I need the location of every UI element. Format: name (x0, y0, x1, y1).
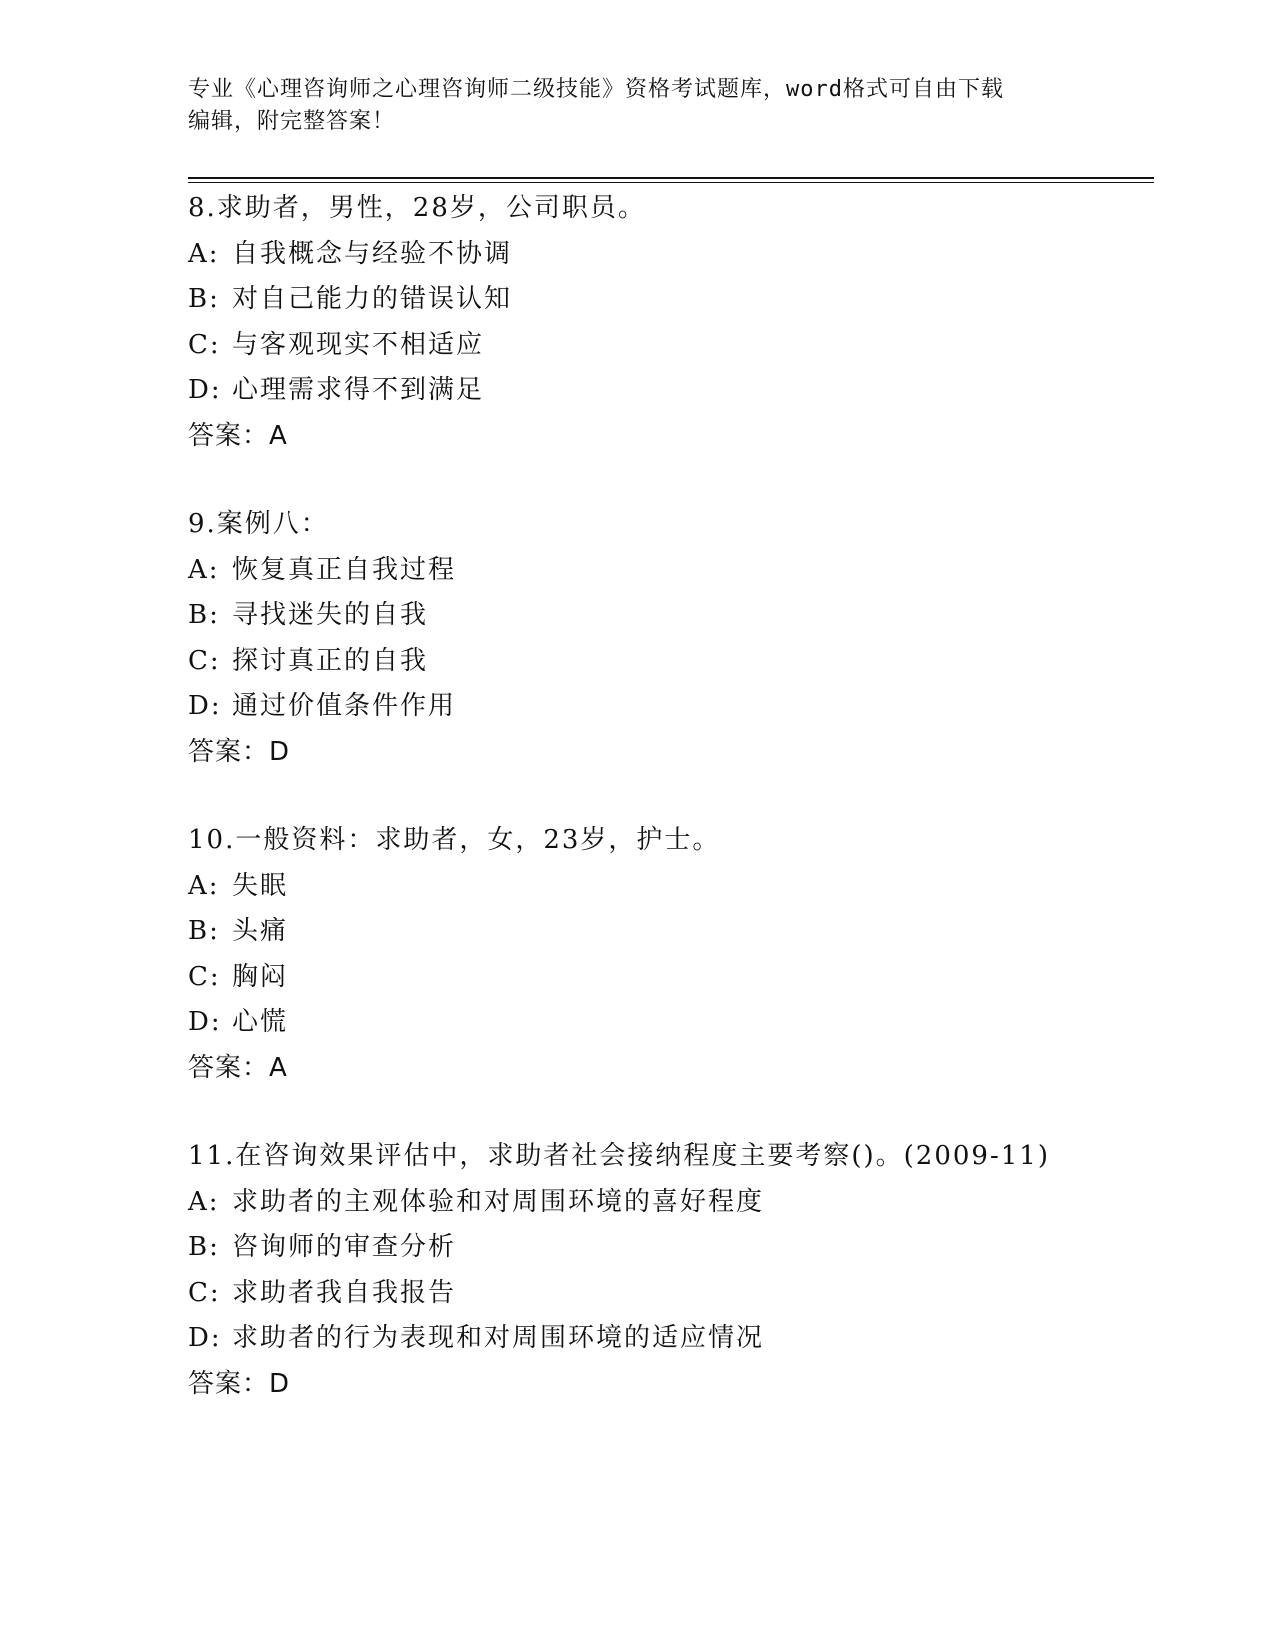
option-b (188, 909, 1148, 955)
header-line-1: 专业《心理咨询师之心理咨询师二级技能》资格考试题库，word格式可自由下载 (188, 77, 1004, 102)
answer-line: 答案：D (188, 736, 291, 767)
option-key: B: (188, 284, 220, 314)
question-9 (188, 502, 1148, 775)
option-text: 通过价值条件作用 (232, 691, 457, 721)
option-text: 探讨真正的自我 (232, 645, 429, 676)
option-key: A: (188, 238, 220, 269)
option-text: 心慌 (232, 1007, 289, 1037)
header-line-2: 编辑，附完整答案！ (188, 109, 396, 134)
option-a (188, 232, 1148, 278)
option-text: 自我概念与经验不协调 (232, 238, 513, 269)
option-key: A: (188, 870, 220, 901)
option-text: 求助者的行为表现和对周围环境的适应情况 (232, 1323, 765, 1353)
option-key: D: (188, 1323, 222, 1353)
option-c (188, 323, 1148, 369)
header-divider-top (188, 177, 1154, 179)
option-b (188, 593, 1148, 639)
option-c (188, 639, 1148, 685)
option-d (188, 684, 1148, 730)
question-title: 10.一般资料：求助者，女，23岁，护士。 (188, 825, 721, 855)
option-text: 咨询师的审查分析 (232, 1232, 457, 1262)
option-b (188, 277, 1148, 323)
option-key: D: (188, 1007, 222, 1037)
option-key: D: (188, 375, 222, 405)
option-key: C: (188, 329, 221, 360)
option-key: C: (188, 645, 221, 676)
option-text: 失眠 (232, 870, 289, 901)
question-title: 8.求助者，男性，28岁，公司职员。 (188, 193, 646, 223)
option-text: 头痛 (232, 916, 289, 946)
option-key: B: (188, 1232, 220, 1262)
option-c (188, 955, 1148, 1001)
document-header (188, 74, 1088, 138)
option-a (188, 1180, 1148, 1226)
option-text: 恢复真正自我过程 (232, 554, 457, 585)
option-key: A: (188, 1186, 220, 1217)
option-d (188, 1316, 1148, 1362)
option-key: B: (188, 916, 220, 946)
option-key: A: (188, 554, 220, 585)
option-b (188, 1225, 1148, 1271)
option-a (188, 864, 1148, 910)
option-c (188, 1271, 1148, 1317)
option-d (188, 1000, 1148, 1046)
option-text: 对自己能力的错误认知 (232, 284, 513, 314)
option-a (188, 548, 1148, 594)
question-11 (188, 1134, 1148, 1407)
option-text: 与客观现实不相适应 (232, 329, 485, 360)
answer-line: 答案：D (188, 1368, 291, 1399)
option-text: 求助者的主观体验和对周围环境的喜好程度 (232, 1186, 765, 1217)
option-text: 胸闷 (232, 961, 289, 992)
question-8 (188, 186, 1148, 459)
option-key: B: (188, 600, 220, 630)
option-text: 心理需求得不到满足 (232, 375, 485, 405)
option-key: C: (188, 1277, 221, 1308)
answer-line: 答案：A (188, 1052, 288, 1083)
header-divider-bottom (188, 182, 1154, 183)
option-text: 寻找迷失的自我 (232, 600, 429, 630)
option-d (188, 368, 1148, 414)
question-title: 9.案例八： (188, 509, 329, 539)
question-title: 11.在咨询效果评估中，求助者社会接纳程度主要考察()。(2009-11) (188, 1141, 1050, 1171)
option-key: C: (188, 961, 221, 992)
option-text: 求助者我自我报告 (232, 1277, 457, 1308)
question-10 (188, 818, 1148, 1091)
option-key: D: (188, 691, 222, 721)
answer-line: 答案：A (188, 420, 288, 451)
